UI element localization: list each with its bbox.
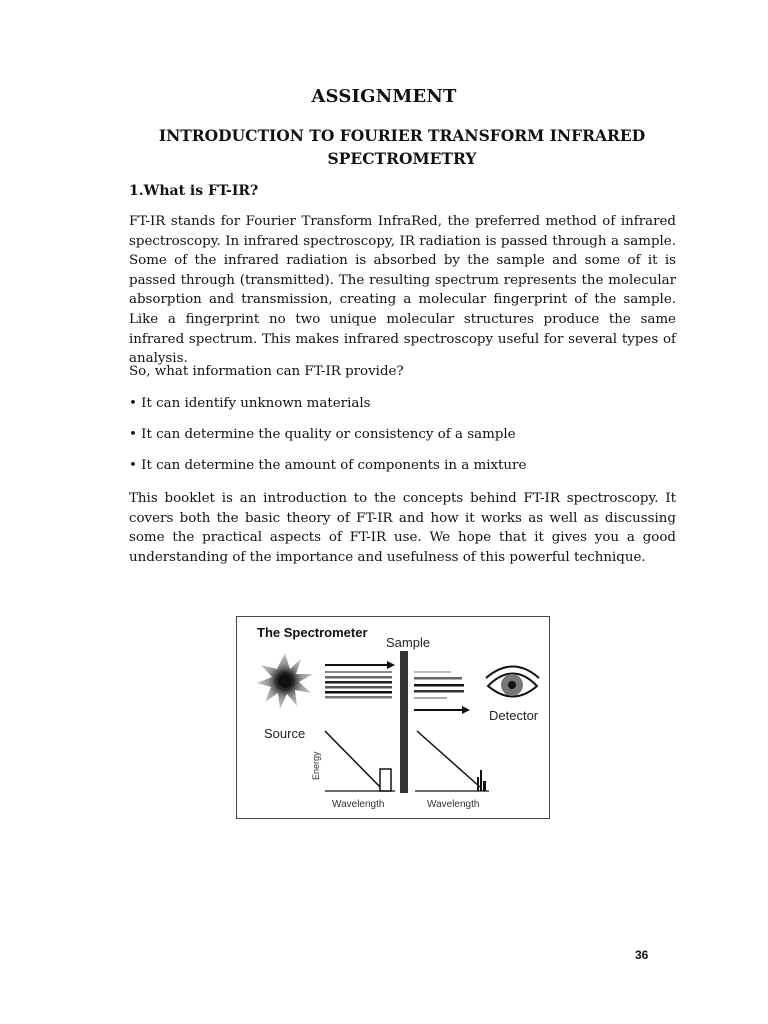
sample-bar <box>400 651 408 793</box>
page-number: 36 <box>635 948 649 962</box>
source-star-icon <box>257 653 313 709</box>
wavelength-label-left: Wavelength <box>332 799 385 810</box>
bullet-item: • It can identify unknown materials <box>129 396 371 411</box>
wavelength-label-right: Wavelength <box>427 799 480 810</box>
document-title: ASSIGNMENT <box>311 86 457 107</box>
bullet-item: • It can determine the amount of components in a mixture <box>129 458 527 473</box>
paragraph-intro: FT-IR stands for Fourier Transform InfraRed, the preferred method of infrared spectroscopy. In infrared spectroscopy, IR radiation is passed through a sample. Some of the infrared radiation is absorbed by the sample and some of it is passed through (transmitted). The resulting spectrum represents the molecular absorption and transmission, creating a molecular fingerprint of the sample. Like a fingerprint no two unique molecular structures produce the same infrared spectrum. This makes infrared spectroscopy useful for several types of analysis. <box>129 214 676 367</box>
incoming-beam <box>325 661 395 699</box>
energy-axis-label: Energy <box>311 751 321 780</box>
spectrometer-figure <box>236 616 550 819</box>
spectrometer-diagram <box>237 617 549 818</box>
transmitted-beam <box>414 671 470 714</box>
source-label: Source <box>264 726 306 741</box>
bullet-item: • It can determine the quality or consistency of a sample <box>129 427 516 442</box>
document-subtitle: INTRODUCTION TO FOURIER TRANSFORM INFRARED SPECTROMETRY <box>158 126 646 168</box>
question-line: So, what information can FT-IR provide? <box>129 364 404 379</box>
detector-label: Detector <box>489 708 539 723</box>
sample-label: Sample <box>386 635 431 650</box>
section-heading: 1.What is FT-IR? <box>129 183 259 199</box>
source-spectrum-plot <box>325 731 395 791</box>
paragraph-booklet: This booklet is an introduction to the concepts behind FT-IR spectroscopy. It covers both the basic theory of FT-IR and how it works as well as discussing some the practical aspects of FT-IR use. We hope that it gives you a good understanding of the importance and usefulness of this powerful technique. <box>129 491 676 565</box>
detector-eye-icon <box>486 667 539 697</box>
sample-spectrum-plot <box>415 731 489 791</box>
figure-title: The Spectrometer <box>257 625 368 640</box>
